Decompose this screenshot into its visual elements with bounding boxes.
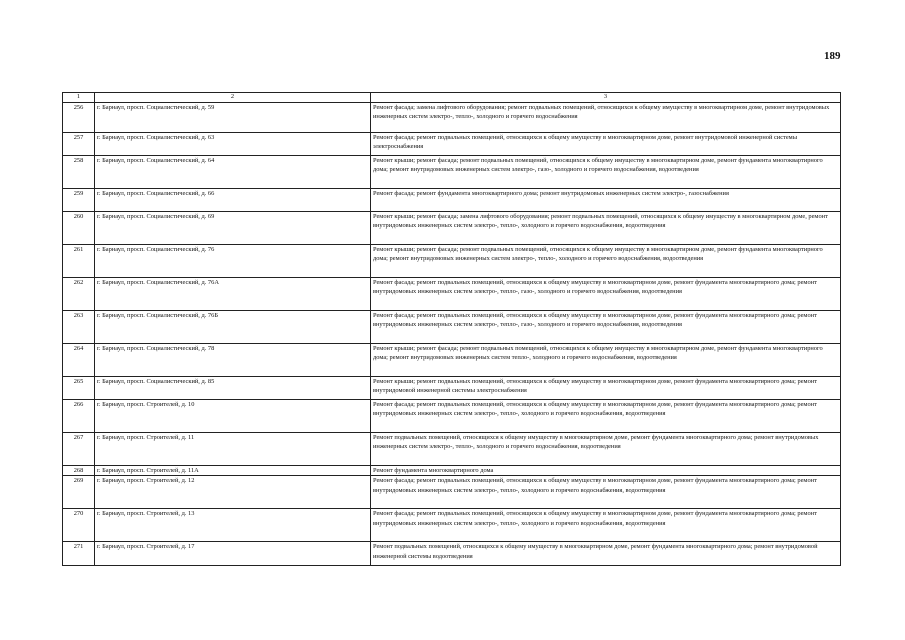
row-works: Ремонт фасада; замена лифтового оборудования; ремонт подвальных помещений, относящихся к общему имуществу в многоквартирном доме, ремонт внутридомовых инженерных систем электро-, тепло-, холодного и горячего водоснабжения [371, 103, 841, 133]
row-number: 265 [63, 377, 95, 400]
row-address: г. Барнаул, просп. Строителей, д. 17 [95, 542, 371, 566]
table-row [63, 476, 841, 509]
row-number: 270 [63, 509, 95, 542]
row-address: г. Барнаул, просп. Социалистический, д. 66 [95, 189, 371, 212]
row-works: Ремонт фасада; ремонт подвальных помещений, относящихся к общему имуществу в многоквартирном доме, ремонт внутридомовой инженерной системы электроснабжения [371, 133, 841, 156]
row-address: г. Барнаул, просп. Социалистический, д. 85 [95, 377, 371, 400]
column-header-address: 2 [95, 93, 371, 103]
table-row [63, 377, 841, 400]
table-row [63, 344, 841, 377]
row-address: г. Барнаул, просп. Социалистический, д. 69 [95, 212, 371, 245]
page-number: 189 [824, 50, 841, 62]
row-number: 258 [63, 156, 95, 189]
table-row [63, 212, 841, 245]
row-address: г. Барнаул, просп. Строителей, д. 10 [95, 400, 371, 433]
row-works: Ремонт крыши; ремонт фасада; замена лифтового оборудования; ремонт подвальных помещений, относящихся к общему имуществу в многоквартирном доме, ремонт внутридомовых инженерных систем электро-, тепло-, холодного и горячего водоснабжения, водоотведения [371, 212, 841, 245]
table-row [63, 311, 841, 344]
row-number: 264 [63, 344, 95, 377]
row-works: Ремонт крыши; ремонт фасада; ремонт подвальных помещений, относящихся к общему имуществу в многоквартирном доме, ремонт фундамента многоквартирного дома; ремонт внутридомовых инженерных систем электро-, газо-, холодного и горячего водоснабжения, водоотведения [371, 156, 841, 189]
row-address: г. Барнаул, просп. Строителей, д. 13 [95, 509, 371, 542]
row-works: Ремонт фундамента многоквартирного дома [371, 466, 841, 476]
table-row [63, 103, 841, 133]
table-row [63, 156, 841, 189]
row-address: г. Барнаул, просп. Социалистический, д. 64 [95, 156, 371, 189]
row-address: г. Барнаул, просп. Социалистический, д. 76Б [95, 311, 371, 344]
row-number: 266 [63, 400, 95, 433]
table-row [63, 245, 841, 278]
row-works: Ремонт фасада; ремонт подвальных помещений, относящихся к общему имуществу в многоквартирном доме, ремонт фундамента многоквартирного дома; ремонт внутридомовых инженерных систем электро-, тепло-, холодного и горячего водоснабжения, водоотведения [371, 476, 841, 509]
row-number: 263 [63, 311, 95, 344]
table-row [63, 189, 841, 212]
row-works: Ремонт крыши; ремонт фасада; ремонт подвальных помещений, относящихся к общему имуществу в многоквартирном доме, ремонт фундамента многоквартирного дома; ремонт внутридомовых инженерных систем электро-, тепло-, холодного и горячего водоснабжения, водоотведения [371, 245, 841, 278]
table-row [63, 466, 841, 476]
row-works: Ремонт фасада; ремонт фундамента многоквартирного дома; ремонт внутридомовых инженерных систем электро-, газоснабжения [371, 189, 841, 212]
row-address: г. Барнаул, просп. Строителей, д. 11А [95, 466, 371, 476]
row-number: 271 [63, 542, 95, 566]
row-address: г. Барнаул, просп. Социалистический, д. 63 [95, 133, 371, 156]
table-body [63, 103, 841, 566]
row-number: 269 [63, 476, 95, 509]
row-works: Ремонт фасада; ремонт подвальных помещений, относящихся к общему имуществу в многоквартирном доме, ремонт фундамента многоквартирного дома; ремонт внутридомовых инженерных систем электро-, тепло-, холодного и горячего водоснабжения, водоотведения [371, 400, 841, 433]
table-row [63, 400, 841, 433]
table-row [63, 278, 841, 311]
row-number: 261 [63, 245, 95, 278]
row-works: Ремонт подвальных помещений, относящихся к общему имуществу в многоквартирном доме, ремонт фундамента многоквартирного дома; ремонт внутридомовых инженерных систем электро-, тепло-, холодного и горячего водоснабжения, водоотведения [371, 433, 841, 466]
header-row [63, 93, 841, 103]
table-row [63, 542, 841, 566]
row-address: г. Барнаул, просп. Социалистический, д. 59 [95, 103, 371, 133]
row-works: Ремонт подвальных помещений, относящихся к общему имуществу в многоквартирном доме, ремонт фундамента многоквартирного дома; ремонт внутридомовой инженерной системы водоотведения [371, 542, 841, 566]
row-works: Ремонт фасада; ремонт подвальных помещений, относящихся к общему имуществу в многоквартирном доме, ремонт фундамента многоквартирного дома; ремонт внутридомовых инженерных систем электро-, тепло-, газо-, холодного и горячего водоснабжения, водоотведения [371, 311, 841, 344]
row-works: Ремонт крыши; ремонт подвальных помещений, относящихся к общему имуществу в многоквартирном доме, ремонт фундамента многоквартирного дома; ремонт внутридомовой инженерной системы электроснабжения [371, 377, 841, 400]
column-header-works: 3 [371, 93, 841, 103]
row-number: 260 [63, 212, 95, 245]
row-number: 262 [63, 278, 95, 311]
row-number: 256 [63, 103, 95, 133]
column-header-number: 1 [63, 93, 95, 103]
table-header [63, 93, 841, 103]
row-works: Ремонт фасада; ремонт подвальных помещений, относящихся к общему имуществу в многоквартирном доме, ремонт фундамента многоквартирного дома; ремонт внутридомовых инженерных систем электро-, тепло-, холодного и горячего водоснабжения, водоотведения [371, 509, 841, 542]
repair-works-table [62, 92, 841, 566]
row-number: 259 [63, 189, 95, 212]
row-number: 267 [63, 433, 95, 466]
row-number: 268 [63, 466, 95, 476]
row-address: г. Барнаул, просп. Социалистический, д. 76А [95, 278, 371, 311]
table-row [63, 433, 841, 466]
table-row [63, 133, 841, 156]
row-address: г. Барнаул, просп. Строителей, д. 12 [95, 476, 371, 509]
row-works: Ремонт фасада; ремонт подвальных помещений, относящихся к общему имуществу в многоквартирном доме, ремонт фундамента многоквартирного дома; ремонт внутридомовых инженерных систем электро-, тепло-, газо-, холодного и горячего водоснабжения, водоотведения [371, 278, 841, 311]
row-works: Ремонт крыши; ремонт фасада; ремонт подвальных помещений, относящихся к общему имуществу в многоквартирном доме, ремонт фундамента многоквартирного дома; ремонт внутридомовых инженерных систем тепло-, холодного и горячего водоснабжения, водоотведения [371, 344, 841, 377]
row-address: г. Барнаул, просп. Социалистический, д. 78 [95, 344, 371, 377]
row-address: г. Барнаул, просп. Строителей, д. 11 [95, 433, 371, 466]
row-number: 257 [63, 133, 95, 156]
row-address: г. Барнаул, просп. Социалистический, д. 76 [95, 245, 371, 278]
table-row [63, 509, 841, 542]
